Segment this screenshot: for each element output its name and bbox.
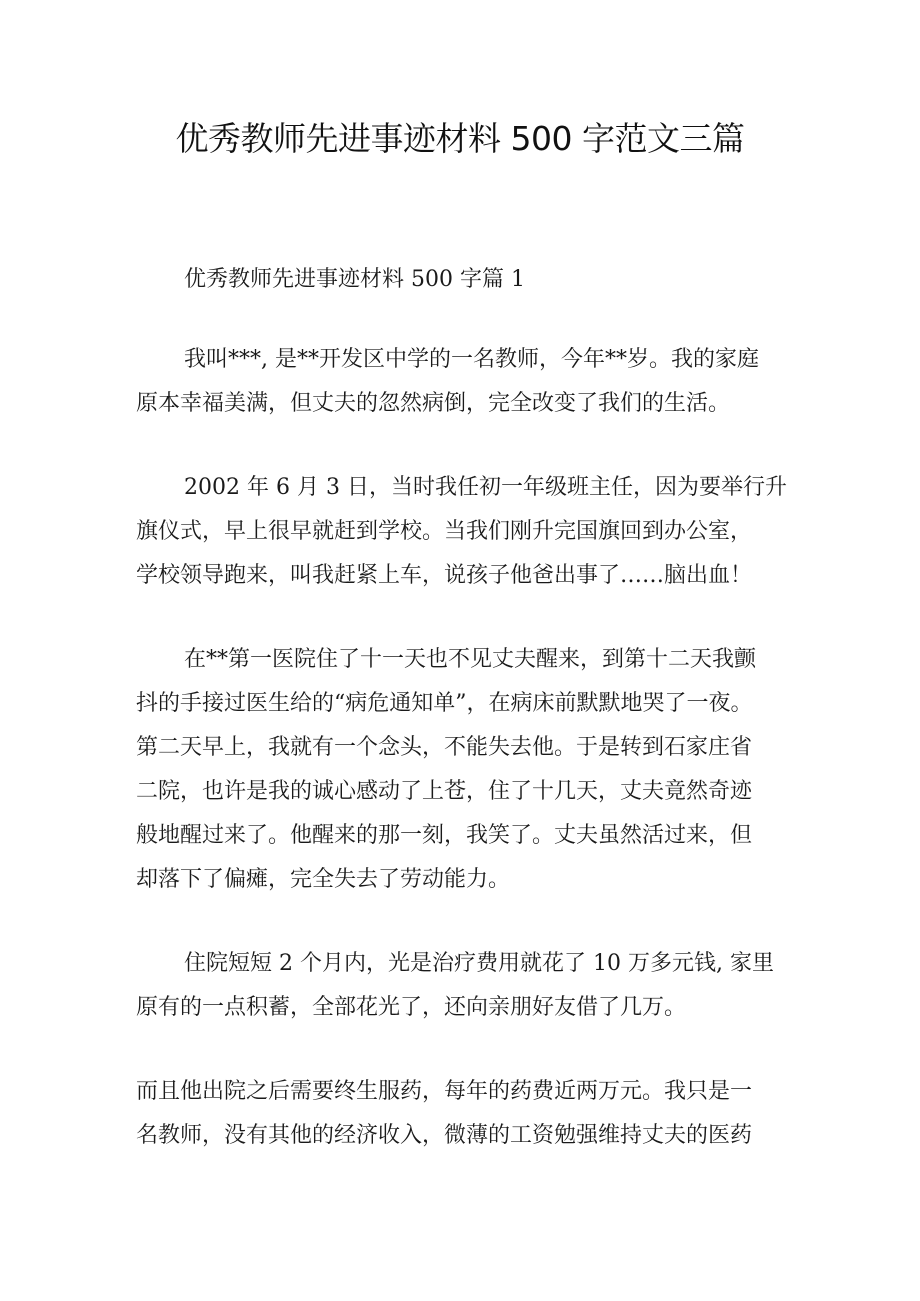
paragraph-2 <box>136 466 796 598</box>
paragraph-line: 而且他出院之后需要终生服药，每年的药费近两万元。我只是一 <box>136 1079 753 1104</box>
paragraph-line: 抖的手接过医生给的“病危通知单”，在病床前默默地哭了一夜。 <box>136 691 753 716</box>
paragraph-line: 2002 年 6 月 3 日，当时我任初一年级班主任，因为要举行升 <box>184 475 787 500</box>
paragraph-1 <box>136 338 796 426</box>
paragraph-3 <box>136 638 796 902</box>
paragraph-line: 住院短短 2 个月内，光是治疗费用就花了 10 万多元钱, 家里 <box>184 951 774 976</box>
paragraph-line: 般地醒过来了。他醒来的那一刻，我笑了。丈夫虽然活过来，但 <box>136 823 753 848</box>
paragraph-line: 名教师，没有其他的经济收入，微薄的工资勉强维持丈夫的医药 <box>136 1123 753 1148</box>
paragraph-line: 旗仪式，早上很早就赶到学校。当我们刚升完国旗回到办公室， <box>136 519 753 544</box>
paragraph-line: 却落下了偏瘫，完全失去了劳动能力。 <box>136 867 511 892</box>
paragraph-4 <box>136 942 796 1030</box>
paragraph-line: 二院，也许是我的诚心感动了上苍，住了十几天，丈夫竟然奇迹 <box>136 779 753 804</box>
paragraph-line: 原有的一点积蓄，全部花光了，还向亲朋好友借了几万。 <box>136 995 687 1020</box>
paragraph-line: 在**第一医院住了十一天也不见丈夫醒来，到第十二天我颤 <box>184 647 757 672</box>
paragraph-5 <box>136 1070 796 1158</box>
paragraph-line: 我叫***, 是**开发区中学的一名教师，今年**岁。我的家庭 <box>184 347 759 372</box>
paragraph-line: 学校领导跑来，叫我赶紧上车，说孩子他爸出事了……脑出血！ <box>136 563 753 588</box>
section-heading: 优秀教师先进事迹材料 500 字篇 1 <box>184 267 525 292</box>
paragraph-line: 第二天早上，我就有一个念头，不能失去他。于是转到石家庄省 <box>136 735 753 760</box>
document-title: 优秀教师先进事迹材料 500 字范文三篇 <box>175 119 745 158</box>
paragraph-line: 原本幸福美满，但丈夫的忽然病倒，完全改变了我们的生活。 <box>136 391 731 416</box>
